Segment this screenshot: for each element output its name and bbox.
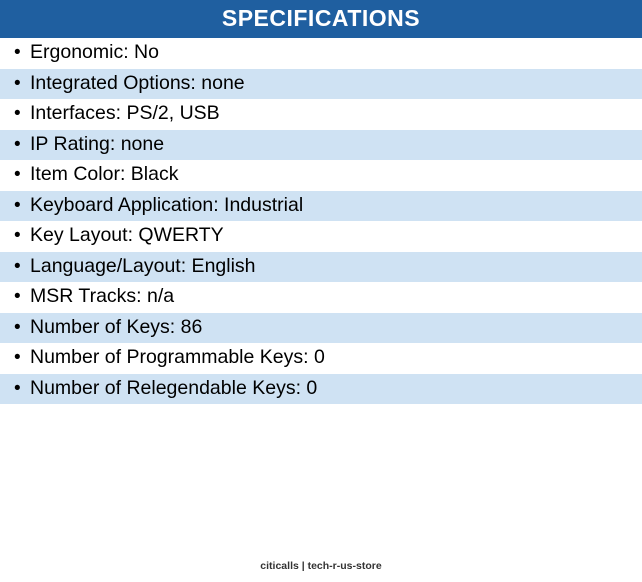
bullet-icon: •: [14, 103, 21, 125]
bullet-icon: •: [14, 255, 21, 277]
list-item: [0, 252, 642, 283]
content-spacer: [0, 404, 642, 560]
list-item: [0, 343, 642, 374]
footer-branding: citicalls | tech-r-us-store: [260, 560, 382, 572]
spec-text: Language/Layout: English: [30, 254, 256, 277]
spec-text: Number of Keys: 86: [30, 315, 203, 338]
spec-text: IP Rating: none: [30, 132, 165, 155]
bullet-icon: •: [14, 225, 21, 247]
page-title: SPECIFICATIONS: [0, 0, 642, 38]
bullet-icon: •: [14, 164, 21, 186]
list-item: [0, 38, 642, 69]
spec-text: Number of Relegendable Keys: 0: [30, 376, 318, 399]
list-item: [0, 374, 642, 405]
list-item: [0, 313, 642, 344]
spec-text: Integrated Options: none: [30, 71, 245, 94]
list-item: [0, 99, 642, 130]
bullet-icon: •: [14, 316, 21, 338]
list-item: [0, 69, 642, 100]
spec-text: Ergonomic: No: [30, 41, 159, 64]
bullet-icon: •: [14, 286, 21, 308]
spec-text: Keyboard Application: Industrial: [30, 193, 304, 216]
spec-text: Number of Programmable Keys: 0: [30, 346, 325, 369]
list-item: [0, 191, 642, 222]
list-item: [0, 282, 642, 313]
spec-text: Key Layout: QWERTY: [30, 224, 224, 247]
list-item: [0, 130, 642, 161]
list-item: [0, 160, 642, 191]
spec-text: Interfaces: PS/2, USB: [30, 102, 220, 125]
bullet-icon: •: [14, 194, 21, 216]
specifications-list: [0, 38, 642, 404]
bullet-icon: •: [14, 347, 21, 369]
spec-text: MSR Tracks: n/a: [30, 285, 175, 308]
spec-text: Item Color: Black: [30, 163, 179, 186]
bullet-icon: •: [14, 72, 21, 94]
bullet-icon: •: [14, 377, 21, 399]
bullet-icon: •: [14, 133, 21, 155]
bullet-icon: •: [14, 42, 21, 64]
list-item: [0, 221, 642, 252]
